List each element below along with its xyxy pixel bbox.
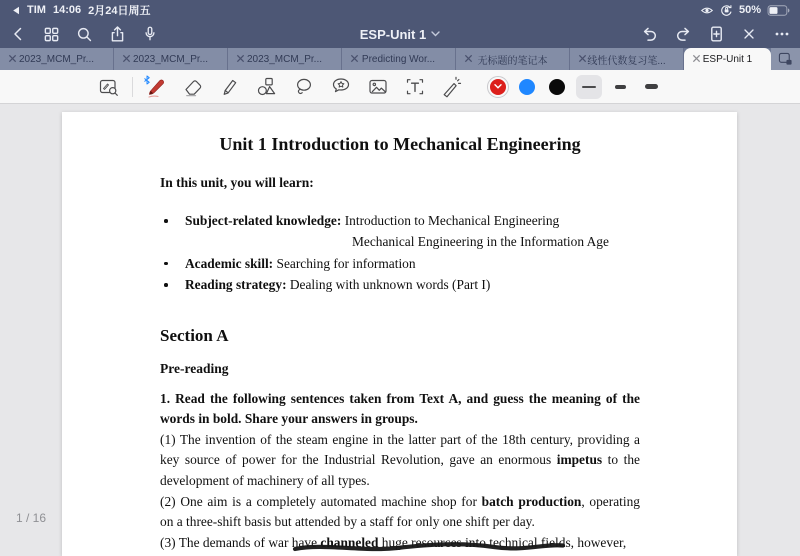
tab-untitled-notebook[interactable]: 无标题的笔记本	[456, 48, 570, 70]
tab-close-icon[interactable]	[464, 54, 473, 63]
back-button[interactable]	[8, 24, 28, 44]
chevron-down-icon	[431, 31, 440, 37]
document-page[interactable]	[62, 112, 737, 556]
pen-toolbar	[0, 70, 800, 104]
red-color	[490, 79, 506, 95]
sentence-1: (1) The invention of the steam engine in the latter part of the 18th century, providing a key source of power for the Industrial Revolution, gave an enormous impetus to the development of machinery of all types.	[160, 431, 640, 488]
list-item: Academic skill: Searching for information	[160, 253, 640, 274]
page-indicator: 1 / 16	[16, 511, 47, 525]
microphone-button[interactable]	[140, 24, 160, 44]
navigation-bar	[0, 20, 800, 48]
laser-pointer-tool[interactable]	[438, 73, 466, 101]
notebook-title[interactable]: ESP-Unit 1	[0, 20, 800, 48]
stroke-width-thin[interactable]	[576, 75, 602, 99]
tab-esp-unit-1[interactable]: ESP-Unit 1	[684, 48, 771, 70]
list-item: Subject-related knowledge: Introduction to Mechanical Engineering Mechanical Engineering in the Information Age	[160, 210, 640, 253]
sentence-3: (3) The demands of war have channeled huge resources into technical fields, however,	[160, 534, 627, 550]
shapes-tool[interactable]	[253, 73, 281, 101]
tab-close-icon[interactable]	[692, 54, 701, 63]
color-swatch-red-selected[interactable]	[487, 76, 509, 98]
task-heading: 1. Read the following sentences taken from Text A, and guess the meaning of the words in bold. Share your answers in groups.	[160, 390, 640, 427]
tab-2023-mcm-1[interactable]: 2023_MCM_Pr...	[0, 48, 114, 70]
battery-icon	[767, 5, 790, 16]
document-title: Unit 1 Introduction to Mechanical Engineering	[219, 134, 581, 154]
carrier-label: TIM	[27, 4, 46, 16]
carrier-signal-icon	[12, 6, 20, 15]
tab-close-icon[interactable]	[236, 54, 245, 63]
pages-grid-button[interactable]	[41, 24, 61, 44]
orientation-lock-icon	[720, 4, 733, 17]
tab-close-icon[interactable]	[578, 54, 587, 63]
tab-close-icon[interactable]	[122, 54, 131, 63]
chevron-down-icon	[494, 84, 502, 89]
intro-heading: In this unit, you will learn:	[160, 175, 314, 190]
bullet-icon	[164, 262, 168, 266]
tab-close-icon[interactable]	[8, 54, 17, 63]
tab-2023-mcm-2[interactable]: 2023_MCM_Pr...	[114, 48, 228, 70]
more-options-button[interactable]	[772, 24, 792, 44]
bullet-icon	[164, 283, 168, 287]
pen-tool[interactable]	[142, 73, 170, 101]
new-tab-icon[interactable]	[778, 52, 793, 66]
eye-icon	[700, 5, 714, 16]
add-page-button[interactable]	[706, 24, 726, 44]
highlighter-tool[interactable]	[216, 73, 244, 101]
eraser-tool[interactable]	[179, 73, 207, 101]
date-label: 2月24日周五	[88, 5, 151, 17]
exit-edit-button[interactable]	[739, 24, 759, 44]
toolbar-divider	[132, 77, 133, 97]
redo-button[interactable]	[673, 24, 693, 44]
bluetooth-icon	[143, 72, 151, 90]
tab-2023-mcm-3[interactable]: 2023_MCM_Pr...	[228, 48, 342, 70]
lasso-tool[interactable]	[290, 73, 318, 101]
text-tool[interactable]	[401, 73, 429, 101]
search-button[interactable]	[74, 24, 94, 44]
tab-linear-algebra[interactable]: 线性代数复习笔...	[570, 48, 684, 70]
subsection-heading: Pre-reading	[160, 360, 229, 376]
tab-bar-spacer	[771, 48, 800, 70]
zoom-window-tool[interactable]	[95, 73, 123, 101]
color-swatch-blue[interactable]	[519, 79, 535, 95]
share-button[interactable]	[107, 24, 127, 44]
section-heading: Section A	[160, 325, 229, 345]
bullet-icon	[164, 219, 168, 223]
status-bar	[0, 0, 800, 20]
stroke-width-thick[interactable]	[638, 75, 664, 99]
color-swatch-black[interactable]	[549, 79, 565, 95]
learning-objectives-list	[160, 210, 640, 296]
stickers-tool[interactable]	[327, 73, 355, 101]
list-item: Reading strategy: Dealing with unknown words (Part I)	[160, 274, 640, 295]
clock: 14:06	[52, 4, 82, 16]
canvas-area	[0, 105, 800, 556]
tab-bar	[0, 48, 800, 70]
image-tool[interactable]	[364, 73, 392, 101]
sentence-2: (2) One aim is a completely automated machine shop for batch production, operating on a three-shift basis but attended by a staff for only one shift per day.	[160, 493, 640, 530]
battery-percent: 50%	[738, 4, 761, 16]
tab-close-icon[interactable]	[350, 54, 359, 63]
stroke-width-medium[interactable]	[607, 75, 633, 99]
tab-predicting[interactable]: Predicting Wor...	[342, 48, 456, 70]
undo-button[interactable]	[640, 24, 660, 44]
